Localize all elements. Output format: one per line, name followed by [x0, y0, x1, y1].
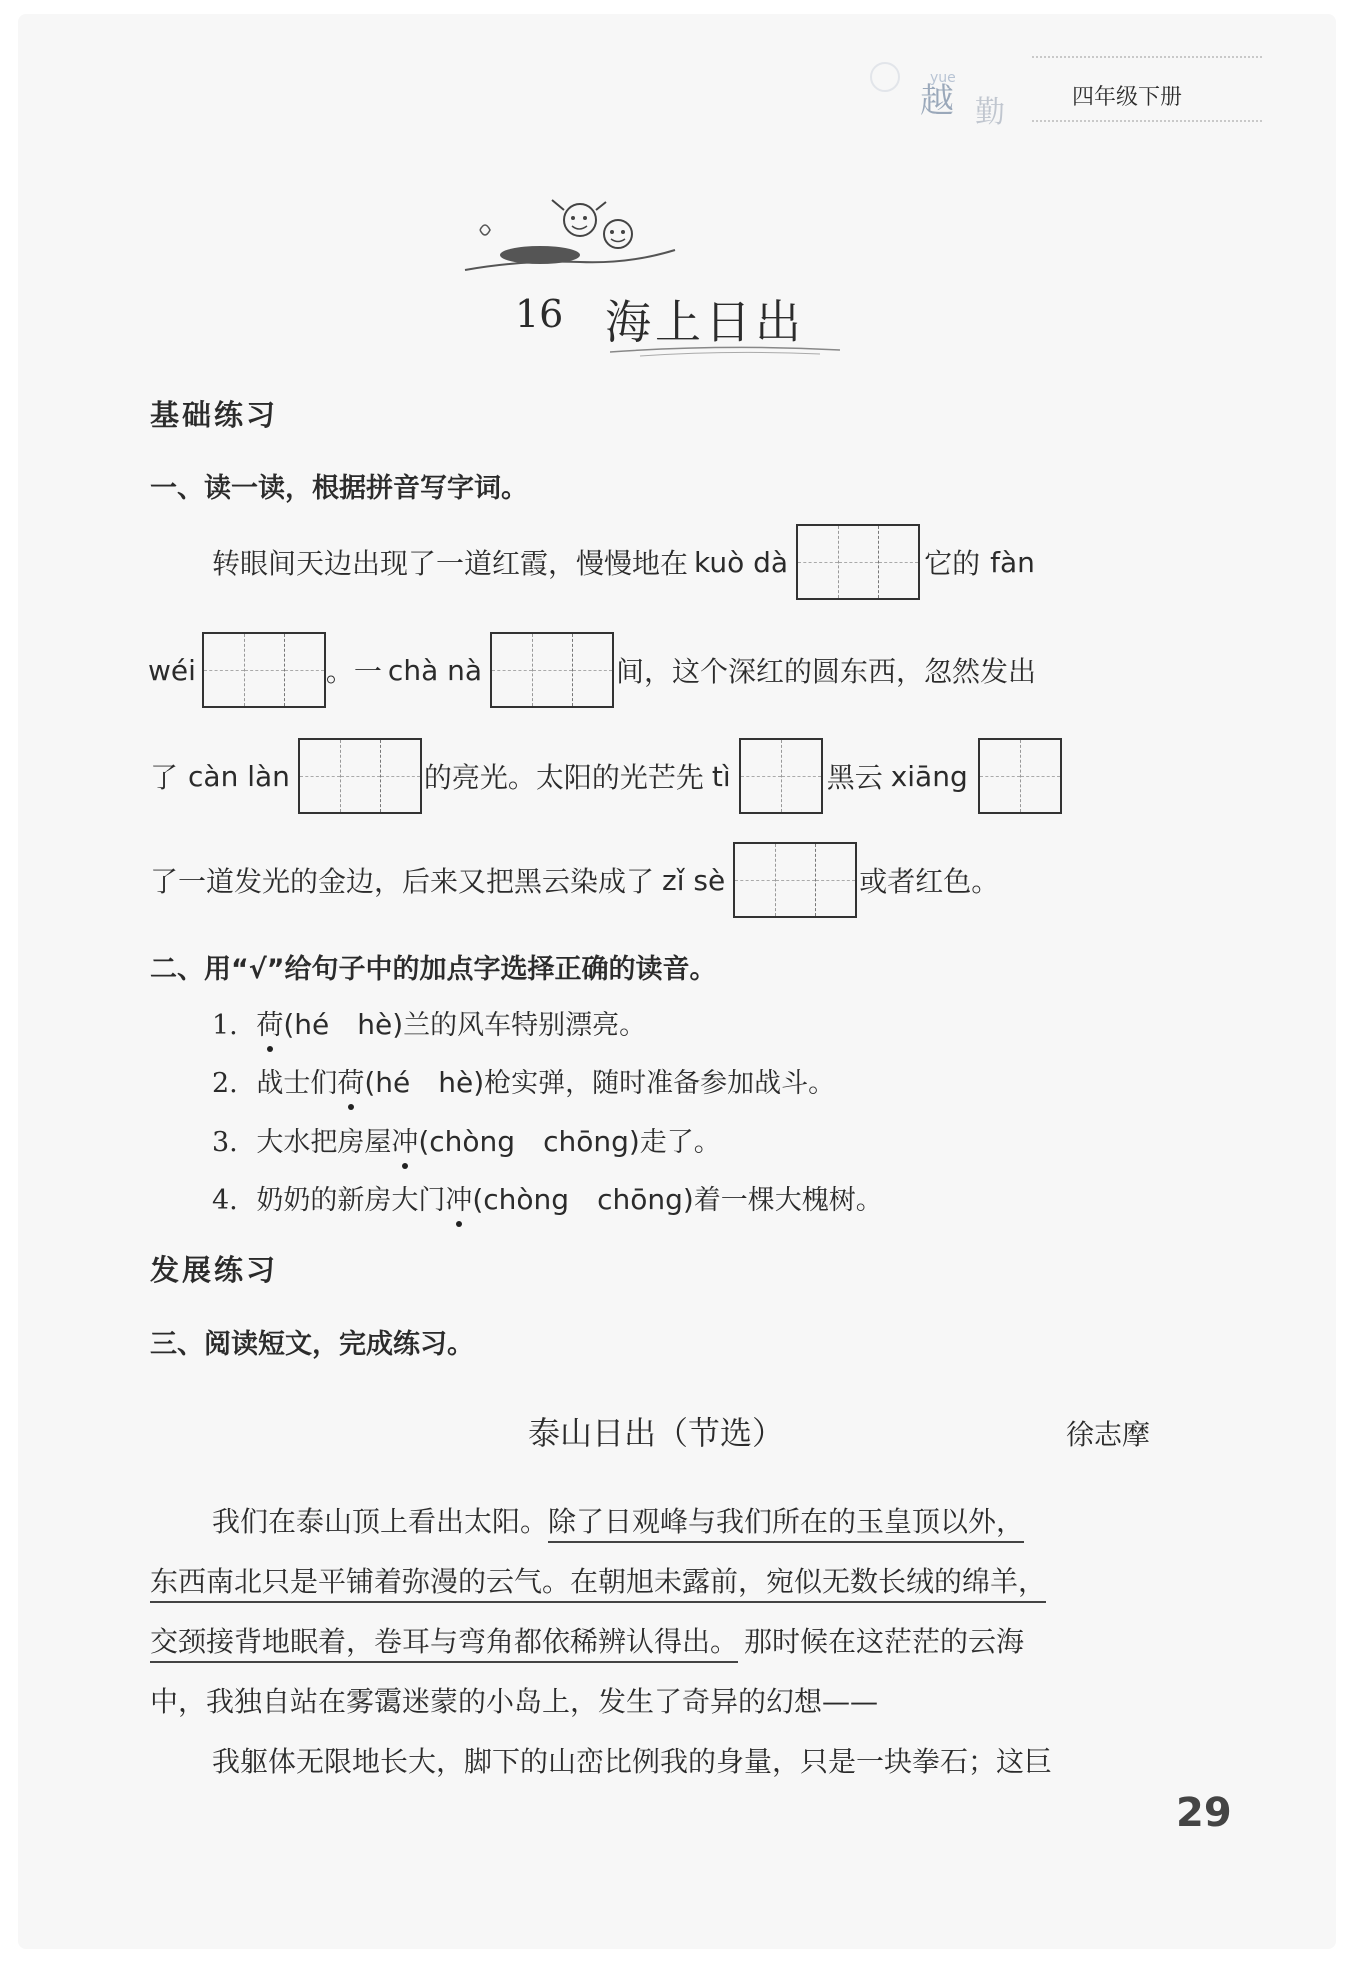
- underlined-sentence: 除了日观峰与我们所在的玉皇顶以外，: [548, 1505, 1024, 1543]
- lesson-number: 16: [515, 292, 564, 336]
- item-number: 2.: [212, 1068, 238, 1099]
- answer-box-xiang[interactable]: [978, 738, 1062, 814]
- q1-line-3: [150, 738, 1062, 814]
- q1-heading: 一、读一读，根据拼音写字词。: [150, 473, 528, 504]
- item-text: 着一棵大槐树。: [693, 1185, 883, 1216]
- q2-item-3: [212, 1120, 721, 1160]
- section-develop-heading: 发展练习: [150, 1253, 279, 1287]
- header-rule-bottom: [1032, 120, 1262, 122]
- item-number: 1.: [212, 1010, 238, 1041]
- item-text-pre: 战士们: [256, 1068, 338, 1099]
- passage-line-5: 我躯体无限地长大，脚下的山峦比例我的身量，只是一块拳石；这巨: [212, 1745, 1053, 1778]
- q1-l2-text: 。一: [325, 655, 382, 688]
- item-text: 走了。: [639, 1127, 721, 1158]
- pronunciation-options[interactable]: (hé hè): [283, 1008, 404, 1041]
- passage-line-1: [212, 1500, 1024, 1540]
- svg-text:越: 越: [920, 81, 954, 121]
- q1-l2-text2: 间，这个深红的圆东西，忽然发出: [616, 655, 1037, 688]
- item-text-pre: 奶奶的新房大门: [256, 1185, 446, 1216]
- item-text-pre: 大水把房屋: [256, 1127, 392, 1158]
- q1-l2-pinyin2: chà nà: [387, 653, 483, 687]
- q1-l3-text3: 黑云: [826, 761, 883, 794]
- passage-author: 徐志摩: [1066, 1418, 1151, 1451]
- dotted-character: 荷: [256, 1003, 283, 1042]
- svg-text:yue: yue: [930, 70, 956, 86]
- q1-l2-pinyin: wéi: [148, 653, 196, 687]
- answer-box-chana[interactable]: [490, 632, 614, 708]
- item-number: 4.: [212, 1185, 238, 1216]
- page-number: 29: [1176, 1790, 1232, 1836]
- answer-box-ti[interactable]: [739, 738, 823, 814]
- title-underline: [610, 342, 840, 362]
- q2-item-4: [212, 1178, 883, 1218]
- q1-l4-pinyin: zǐ sè: [662, 863, 726, 897]
- grade-label: 四年级下册: [1072, 85, 1183, 110]
- item-text: 兰的风车特别漂亮。: [403, 1010, 647, 1041]
- item-number: 3.: [212, 1127, 238, 1158]
- item-text: 枪实弹，随时准备参加战斗。: [484, 1068, 836, 1099]
- q2-item-1: [212, 1003, 646, 1043]
- answer-box-zise[interactable]: [733, 842, 857, 918]
- q1-l1-pinyin: kuò dà: [694, 545, 789, 579]
- q1-l3-pinyin: càn làn: [188, 759, 290, 793]
- passage-line-2: [150, 1560, 1046, 1600]
- lesson-title: 海上日出: [605, 295, 805, 349]
- underlined-sentence: 东西南北只是平铺着弥漫的云气。在朝旭未露前，宛似无数长绒的绵羊，: [150, 1565, 1046, 1603]
- svg-text:勤: 勤: [975, 95, 1005, 130]
- passage-text: 我们在泰山顶上看出太阳。: [212, 1505, 549, 1538]
- q1-l1-pinyin2: fàn: [990, 545, 1035, 579]
- q1-line-4: [150, 842, 999, 918]
- q1-l1-text: 转眼间天边出现了一道红霞，慢慢地在: [212, 547, 689, 580]
- passage-text: 那时候在这茫茫的云海: [744, 1625, 1025, 1658]
- pronunciation-options[interactable]: (chòng chōng): [472, 1183, 694, 1216]
- header-rule-top: [1032, 56, 1262, 58]
- q1-l4-text2: 或者红色。: [859, 865, 1000, 898]
- answer-box-canlan[interactable]: [298, 738, 422, 814]
- q1-l4-text: 了一道发光的金边，后来又把黑云染成了: [150, 865, 655, 898]
- pronunciation-options[interactable]: (hé hè): [364, 1066, 485, 1099]
- q1-l3-pinyin3: xiāng: [890, 759, 968, 793]
- q2-item-2: [212, 1061, 835, 1101]
- pronunciation-options[interactable]: (chòng chōng): [418, 1125, 640, 1158]
- q3-heading: 三、阅读短文，完成练习。: [150, 1329, 474, 1360]
- passage-title: 泰山日出（节选）: [528, 1414, 785, 1452]
- q1-l1-text2: 它的: [924, 547, 981, 580]
- dotted-character: 冲: [391, 1120, 418, 1159]
- underlined-sentence: 交颈接背地眠着，卷耳与弯角都依稀辨认得出。: [150, 1625, 738, 1663]
- section-basic-heading: 基础练习: [150, 398, 279, 432]
- dotted-character: 荷: [337, 1061, 364, 1100]
- brand-logo: [860, 42, 1030, 132]
- q1-line-2: [148, 632, 1036, 708]
- answer-box-fanwei[interactable]: [202, 632, 326, 708]
- q1-l3-text2: 的亮光。太阳的光芒先: [423, 761, 704, 794]
- q1-l3-text: 了: [150, 761, 179, 794]
- dotted-character: 冲: [445, 1178, 472, 1217]
- answer-box-kuoda[interactable]: [796, 524, 920, 600]
- passage-line-4: 中，我独自站在雾霭迷蒙的小岛上，发生了奇异的幻想——: [150, 1685, 879, 1718]
- q1-line-1: [212, 524, 1035, 600]
- passage-line-3: [150, 1620, 1024, 1660]
- q1-l3-pinyin2: tì: [711, 759, 731, 793]
- kids-illustration: [460, 190, 680, 280]
- q2-heading: 二、用“√”给句子中的加点字选择正确的读音。: [150, 954, 717, 985]
